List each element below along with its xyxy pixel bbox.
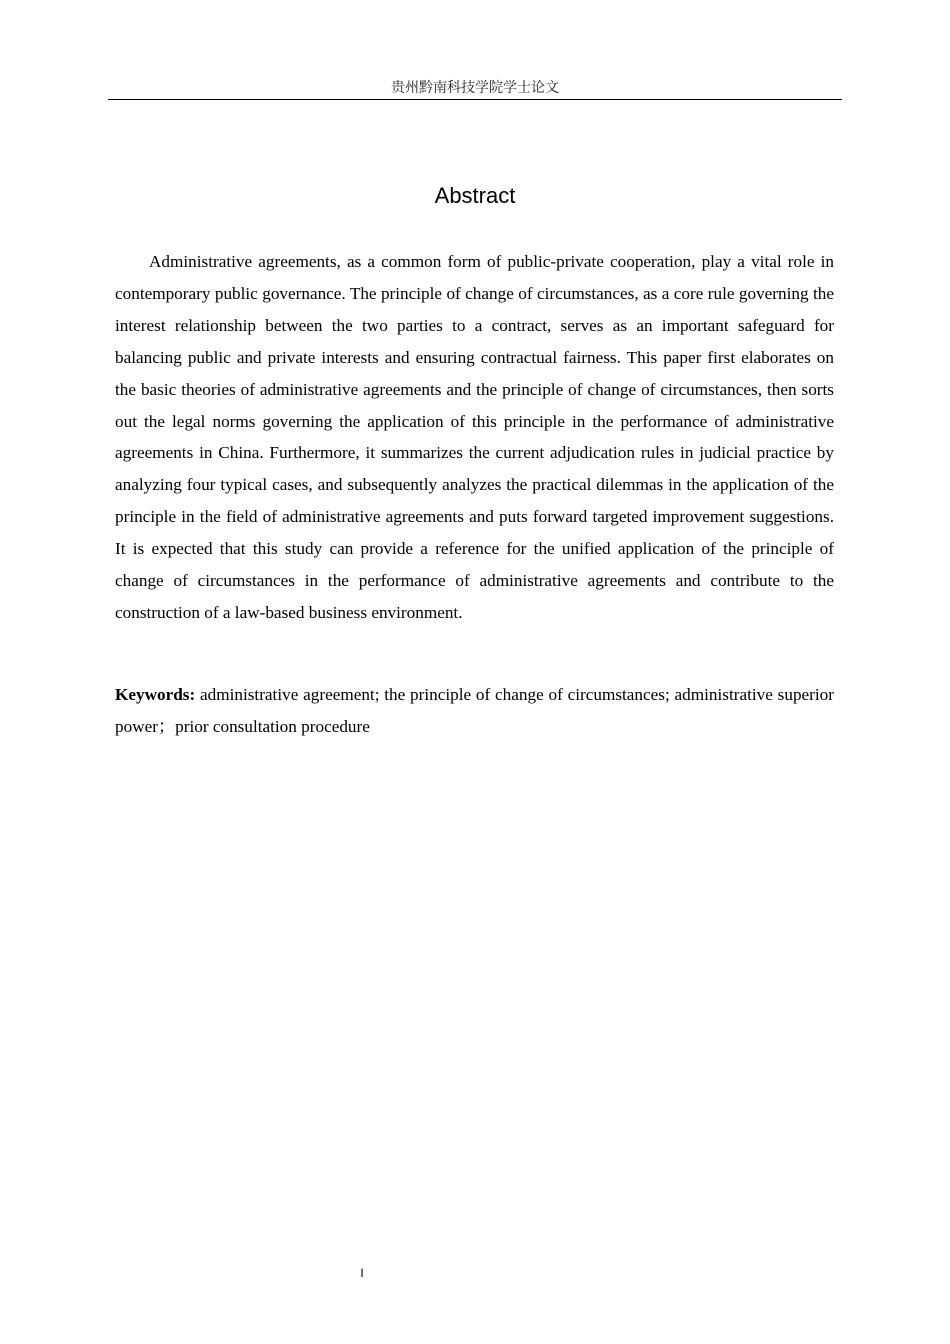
keywords-paragraph <box>115 679 834 743</box>
page-header <box>108 78 842 100</box>
page-number: I <box>360 1266 364 1280</box>
keywords-label: Keywords: <box>115 685 196 704</box>
keywords-text: administrative agreement; the principle of change of circumstances; administrative superior power；prior consultation procedure <box>115 685 834 736</box>
abstract-body: Administrative agreements, as a common form of public-private cooperation, play a vital role in contemporary public governance. The principle of change of circumstances, as a core rule governing the interest relationship between the two parties to a contract, serves as an important safeguard for balancing public and private interests and ensuring contractual fairness. This paper first elaborates on the basic theories of administrative agreements and the principle of change of circumstances, then sorts out the legal norms governing the application of this principle in the performance of administrative agreements in China. Furthermore, it summarizes the current adjudication rules in judicial practice by analyzing four typical cases, and subsequently analyzes the practical dilemmas in the application of the principle in the field of administrative agreements and puts forward targeted improvement suggestions. It is expected that this study can provide a reference for the unified application of the principle of change of circumstances in the performance of administrative agreements and contribute to the construction of a law-based business environment. <box>115 252 834 622</box>
abstract-heading: Abstract <box>434 183 516 208</box>
header-title: 贵州黔南科技学院学士论文 <box>391 80 559 96</box>
